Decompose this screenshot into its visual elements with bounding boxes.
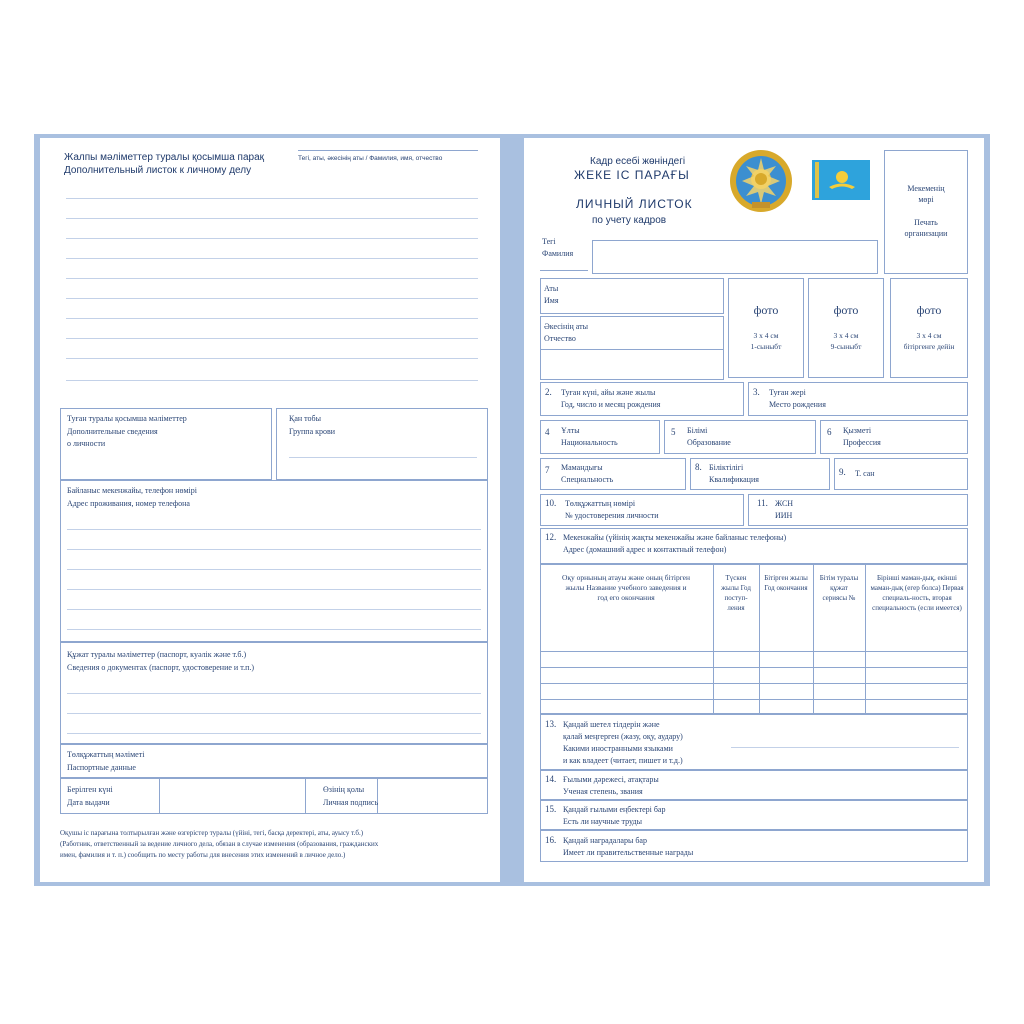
name-label-ru: Имя [544,296,559,305]
documents-box[interactable] [60,642,488,744]
passport-box[interactable] [60,744,488,778]
address-label-kz: Байланыс мекенжайы, телефон нөмірі [67,486,197,495]
field-12-number: 12. [545,532,557,542]
field-14-number: 14. [545,774,557,784]
birth-date-label-ru: Год, число и месяц рождения [561,400,661,409]
photo-box-2[interactable] [808,278,884,378]
blood-group-box[interactable] [276,408,488,480]
t-number-field[interactable] [834,458,968,490]
id-number-label-kz: Төлқұжаттың нөмірі [565,499,636,508]
field-4-number: 4 [545,427,550,437]
table-header-specialty: Бірінші маман-дық, екінші маман-дық (егер болса) Первая специаль-ность, вторая специальность (если имеется) [870,574,964,612]
surname-label-ru: Фамилия [542,249,574,258]
title-kz: ЖЕКЕ ІС ПАРАҒЫ [574,168,690,182]
birth-info-label-ru2: о личности [67,439,106,448]
writing-line [66,218,478,219]
profession-label-ru: Профессия [843,438,881,447]
birth-date-field[interactable] [540,382,744,416]
table-header-diploma: Бітім туралы құжат сериясы № [819,574,859,602]
specialty-label-kz: Мамандығы [561,463,603,472]
education-table [540,564,968,714]
birth-date-label-kz: Туған күні, айы және жылы [561,388,656,397]
field-16-number: 16. [545,835,557,845]
nationality-label-kz: Ұлты [561,426,580,435]
stamp-label-kz-1: Мекеменің [907,184,945,193]
address-label-ru: Адрес проживания, номер телефона [67,499,190,508]
title-ru-sub: по учету кадров [592,215,667,226]
scientific-works-label-kz: Қандай ғылыми еңбектері бар [563,805,666,814]
academic-degree-label-kz: Ғылыми дәрежесі, атақтары [563,775,659,784]
stamp-label-ru-2: организации [904,229,948,238]
surname-field[interactable] [592,240,878,274]
kazakhstan-flag-icon [812,160,870,200]
education-label-kz: Білімі [687,426,708,435]
patronymic-label-ru: Отчество [544,334,576,343]
birth-place-label-kz: Туған жері [769,388,806,397]
table-header-institution: Оқу орнының атауы және оның бітірген жылы Название учебного заведения и год его окончания [561,573,691,602]
scientific-works-label-ru: Есть ли научные труды [563,817,642,826]
photo-2-size: 3 х 4 см [833,331,859,340]
field-11-number: 11. [757,498,768,508]
birth-info-box[interactable] [60,408,272,480]
iin-label-ru: ИИН [775,511,793,520]
awards-field[interactable] [540,830,968,862]
scientific-works-field[interactable] [540,800,968,830]
birth-place-label-ru: Место рождения [769,400,826,409]
issue-date-field[interactable] [161,779,304,813]
title-ru: ЛИЧНЫЙ ЛИСТОК [576,197,693,211]
photo-1-class: 1-сыныбт [750,342,782,351]
profession-label-kz: Қызметі [843,426,872,435]
kazakhstan-emblem-icon [728,146,794,216]
blood-group-label-ru: Группа крови [289,427,336,436]
writing-line [66,198,478,199]
address-box[interactable] [60,480,488,642]
birth-info-label-ru: Дополнительные сведения [67,427,158,436]
home-address-label-ru: Адрес (домашний адрес и контактный телефон) [563,545,727,554]
photo-3-class: бітіргенге дейін [903,342,955,351]
writing-line [66,298,478,299]
footer-note-ru-2: имен, фамилия и т. п.) сообщить по месту работы для внесения этих изменений в личное дело.) [60,851,346,859]
stamp-box [884,150,968,274]
photo-3-size: 3 х 4 см [916,331,942,340]
languages-label-kz-1: Қандай шетел тілдерін және [563,720,660,729]
profession-field[interactable] [820,420,968,454]
writing-line [66,278,478,279]
left-header-ru: Дополнительный листок к личному делу [64,165,252,176]
passport-label-kz: Төлқұжаттың мәліметі [67,750,145,759]
signature-field[interactable] [379,779,487,813]
stamp-label-kz-2: мөрі [918,195,934,204]
issue-signature-box [60,778,488,814]
writing-line [66,380,478,381]
home-address-field[interactable] [540,528,968,564]
iin-label-kz: ЖСН [775,499,794,508]
languages-field[interactable] [540,714,968,770]
qualification-field[interactable] [690,458,830,490]
footer-note-kz: Оқушы іс парағына толтырылған және өзгерістер туралы (үйіні, тегі, басқа деректері, аты, ауысу т.б.) [60,829,364,837]
specialty-label-ru: Специальность [561,475,614,484]
id-number-field[interactable] [540,494,744,526]
photo-1-size: 3 х 4 см [753,331,779,340]
left-page [40,138,500,882]
birth-place-field[interactable] [748,382,968,416]
table-header-start-year: Түскен жылы Год поступ-ления [721,574,751,612]
nationality-label-ru: Национальность [561,438,618,447]
field-10-number: 10. [545,498,557,508]
education-field[interactable] [664,420,816,454]
home-address-label-kz: Мекенжайы (үйінің жақты мекенжайы және байланыс телефоны) [563,533,787,542]
stamp-label-ru-1: Печать [914,218,938,227]
iin-field[interactable] [748,494,968,526]
surname-label-kz: Тегі [542,237,556,246]
education-label-ru: Образование [687,438,731,447]
footer-note-ru-1: (Работник, ответственный за ведение личного дела, обязан в случае изменения (образования, гражданских [60,840,379,848]
photo-1-title: фото [753,303,779,317]
t-number-label: Т. сан [855,469,875,478]
issue-date-label-kz: Берілген күні [67,785,113,794]
left-header-kz: Жалпы мәліметтер туралы қосымша парақ [64,152,265,163]
writing-line [66,258,478,259]
field-13-number: 13. [545,719,557,729]
signature-label-ru: Личная подпись [323,798,379,807]
field-3-number: 3. [753,387,760,397]
documents-label-ru: Сведения о документах (паспорт, удостоверение и т.п.) [67,663,255,672]
qualification-label-kz: Біліктілігі [709,463,744,472]
field-6-number: 6 [827,427,832,437]
academic-degree-label-ru: Ученая степень, звания [563,787,643,796]
blood-group-label-kz: Қан тобы [289,414,322,423]
field-9-number: 9. [839,467,846,477]
id-number-label-ru: № удостоверения личности [565,511,659,520]
patronymic-label-kz: Әкесінің аты [544,322,588,331]
writing-line [66,238,478,239]
table-header-end-year: Бітірген жылы Год окончания [764,574,808,592]
name-label-kz: Аты [544,284,559,293]
academic-degree-field[interactable] [540,770,968,800]
awards-label-ru: Имеет ли правительственные награды [563,848,694,857]
field-7-number: 7 [545,465,550,475]
writing-line [66,338,478,339]
languages-label-ru-1: Какими иностранными языками [563,744,673,753]
table-rows[interactable] [541,652,967,713]
languages-label-ru-2: и как владеет (читает, пишет и т.д.) [563,756,683,765]
field-15-number: 15. [545,804,557,814]
birth-info-label-kz: Туған туралы қосымша мәліметтер [67,414,187,423]
issue-date-label-ru: Дата выдачи [67,798,110,807]
photo-2-class: 9-сыныбт [830,342,862,351]
photo-box-1[interactable] [728,278,804,378]
languages-label-kz-2: қалай меңгерген (жазу, оқу, аудару) [563,732,683,741]
patronymic-field[interactable] [540,316,724,380]
photo-3-title: фото [916,303,942,317]
right-page [524,138,984,882]
photo-box-3[interactable] [890,278,968,378]
field-2-number: 2. [545,387,552,397]
passport-label-ru: Паспортные данные [67,763,136,772]
awards-label-kz: Қандай наградалары бар [563,836,647,845]
signature-label-kz: Өзінің қолы [323,785,365,794]
documents-label-kz: Құжат туралы мәліметтер (паспорт, куәлік және т.б.) [67,650,247,659]
name-field[interactable] [540,278,724,314]
writing-line [66,358,478,359]
field-8-number: 8. [695,462,702,472]
photo-2-title: фото [833,303,859,317]
specialty-field[interactable] [540,458,686,490]
writing-line [66,318,478,319]
nationality-field[interactable] [540,420,660,454]
field-5-number: 5 [671,427,676,437]
title-kz-small: Кадр есебі жөніндегі [590,156,686,167]
left-header-note: Тегі, аты, әкесінің аты / Фамилия, имя, отчество [298,155,443,162]
qualification-label-ru: Квалификация [709,475,759,484]
